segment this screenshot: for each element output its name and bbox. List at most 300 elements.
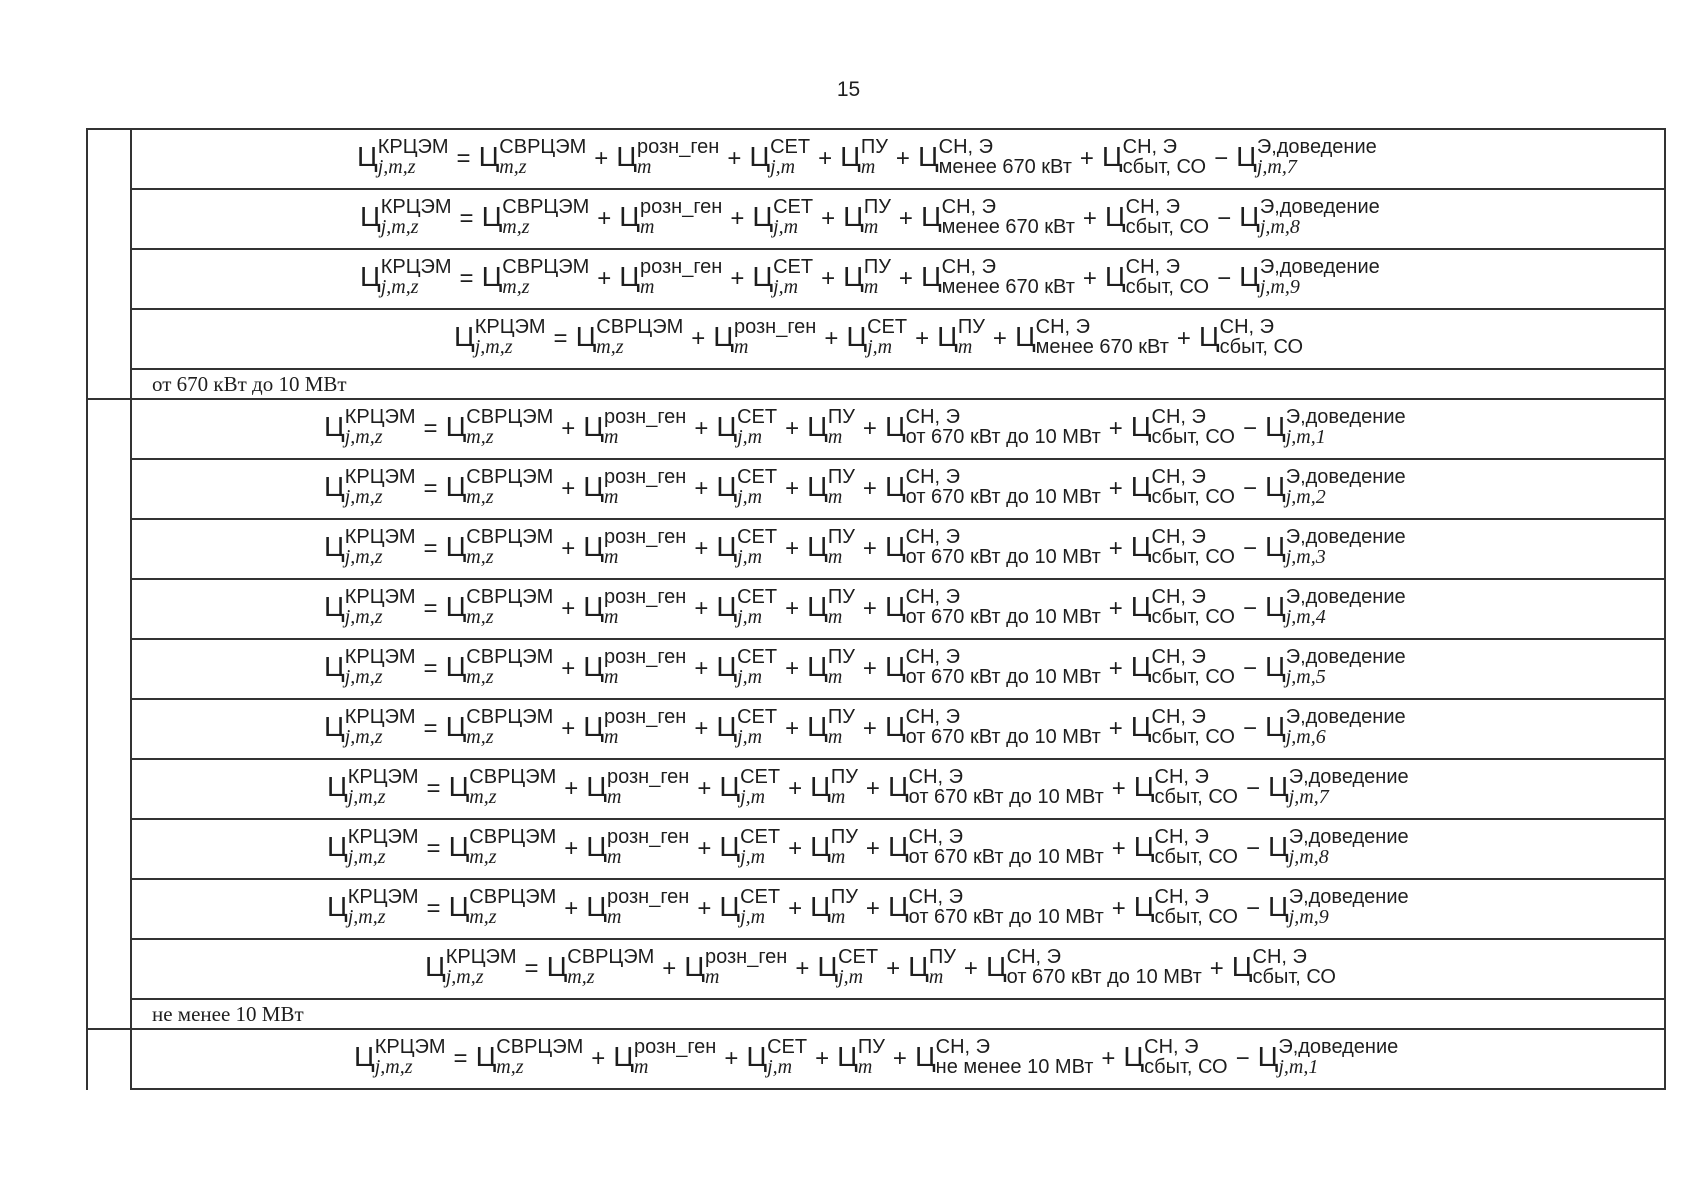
term-svrcem [445,586,554,629]
superscript: ПУ [830,766,858,788]
term-rozn-gen [583,646,687,689]
operator: + [1082,205,1097,232]
tariff-symbol: Ц [1264,410,1286,442]
superscript: Э,доведение [1288,766,1409,788]
subscript: менее 670 кВт [938,156,1072,178]
operator: + [694,715,709,742]
term-sn [884,406,1101,449]
subscript: j,m [838,966,864,988]
index-stack [466,707,553,747]
term-sbyt [1104,196,1210,239]
formula [322,526,1408,569]
superscript: ПУ [928,946,956,968]
index-stack [1289,767,1409,807]
tariff-symbol: Ц [887,830,909,862]
superscript: СВРЦЭМ [466,526,554,548]
tariff-symbol: Ц [1123,1040,1145,1072]
subscript: m,z [502,276,530,298]
index-stack [828,467,855,507]
subscript: j,m,8 [1288,846,1329,868]
formula-row [130,880,1664,940]
tariff-symbol: Ц [583,530,604,562]
subscript: сбыт, СО [1151,666,1235,688]
term-lhs [324,706,416,749]
term-set [749,136,811,179]
tariff-symbol: Ц [719,770,741,802]
index-stack [1260,257,1380,297]
term-sbyt [1198,316,1304,359]
term-set [716,646,778,689]
superscript: СН, Э [1151,586,1206,608]
superscript: СЕТ [740,826,781,848]
subscript: m [827,606,843,628]
term-pu [843,256,891,299]
term-sbyt [1130,586,1235,629]
term-lhs [324,586,416,629]
index-stack [604,647,686,687]
term-sbyt [1101,136,1207,179]
superscript: СЕТ [773,196,814,218]
term-lhs [327,766,419,809]
term-dovedenie [1267,886,1409,929]
tariff-symbol: Ц [807,590,828,622]
superscript: СН, Э [1144,1036,1199,1058]
subscript: j,m,z [474,336,513,358]
superscript: СН, Э [1154,766,1209,788]
operator: + [561,595,576,622]
operator: + [862,415,877,442]
operator: + [818,145,833,172]
index-stack [734,317,816,357]
index-stack [1286,467,1406,507]
index-stack [773,197,813,237]
tariff-symbol: Ц [1239,200,1260,232]
term-sbyt [1130,646,1235,689]
index-stack [1152,587,1235,627]
superscript: ПУ [863,256,891,278]
index-stack [939,137,1072,177]
index-stack [906,647,1101,687]
superscript: СЕТ [737,406,778,428]
operator: + [1108,475,1123,502]
superscript: розн_ген [603,646,687,668]
operator: + [862,655,877,682]
index-stack [345,527,416,567]
subscript: j,m,z [380,216,419,238]
superscript: розн_ген [606,886,690,908]
term-dovedenie [1239,196,1380,239]
tariff-symbol: Ц [616,140,637,172]
superscript: СЕТ [867,316,908,338]
superscript: КРЦЭМ [380,256,452,278]
tariff-symbol: Ц [884,470,906,502]
tariff-symbol: Ц [719,830,741,862]
index-stack [737,407,777,447]
tariff-symbol: Ц [327,890,348,922]
subscript: m,z [496,1056,524,1078]
term-sbyt [1231,946,1336,989]
subscript: сбыт, СО [1151,606,1235,628]
operator: + [886,955,901,982]
superscript: СН, Э [908,766,964,788]
tariff-symbol: Ц [324,650,345,682]
index-stack [607,827,689,867]
superscript: СН, Э [1151,646,1206,668]
page-number: 15 [836,78,861,101]
tariff-symbol: Ц [884,530,906,562]
term-svrcem [481,256,590,299]
superscript: Э,доведение [1259,196,1380,218]
operator: + [821,205,836,232]
operator: + [788,895,803,922]
index-stack [348,887,419,927]
superscript: СВРЦЭМ [469,886,557,908]
tariff-symbol: Ц [583,710,604,742]
tariff-symbol: Ц [1264,470,1286,502]
index-stack [446,947,517,987]
superscript: КРЦЭМ [344,646,416,668]
tariff-symbol: Ц [327,830,348,862]
formula [452,316,1305,359]
term-svrcem [478,136,587,179]
term-lhs [360,256,452,299]
operator: − [1242,595,1257,622]
formula [325,886,1411,929]
term-lhs [425,946,517,989]
index-stack [828,587,855,627]
index-stack [1007,947,1202,987]
tariff-symbol: Ц [807,410,828,442]
term-svrcem [445,706,554,749]
term-pu [810,766,858,809]
term-lhs [454,316,546,359]
index-stack [770,137,810,177]
formula [322,706,1408,749]
subscript: j,m [737,666,763,688]
subscript: m [957,336,973,358]
index-stack [737,467,777,507]
tariff-symbol: Ц [719,890,741,922]
formula [352,1036,1400,1079]
operator: + [815,1045,830,1072]
term-sn [887,886,1104,929]
term-pu [807,586,855,629]
tariff-symbol: Ц [357,140,378,172]
formula-row [130,1030,1664,1090]
tariff-symbol: Ц [884,650,906,682]
superscript: СН, Э [905,586,961,608]
operator: + [865,895,880,922]
term-pu [807,466,855,509]
superscript: СН, Э [941,256,997,278]
section-header-row [88,370,1664,400]
superscript: ПУ [863,196,891,218]
index-stack [466,647,553,687]
operator: + [564,835,579,862]
tariff-symbol: Ц [752,200,774,232]
index-stack [469,827,556,867]
index-stack [1253,947,1336,987]
tariff-symbol: Ц [586,830,607,862]
index-stack [607,767,689,807]
term-sn [884,586,1101,629]
tariff-symbol: Ц [716,590,738,622]
superscript: СВРЦЭМ [466,466,554,488]
tariff-symbol: Ц [716,710,738,742]
index-stack [906,467,1101,507]
subscript: j,m,z [344,666,383,688]
index-stack [348,767,419,807]
index-stack [475,317,546,357]
term-sbyt [1133,766,1238,809]
term-sn [985,946,1202,989]
tariff-symbol: Ц [920,200,942,232]
tariff-symbol: Ц [1267,830,1289,862]
term-pu [807,406,855,449]
subscript: j,m,1 [1278,1056,1319,1078]
subscript: m [830,846,846,868]
superscript: СВРЦЭМ [469,766,557,788]
tariff-symbol: Ц [752,260,774,292]
term-pu [810,886,858,929]
subscript: сбыт, СО [1151,486,1235,508]
formula-row [130,460,1664,520]
tariff-symbol: Ц [425,950,446,982]
operator: + [564,895,579,922]
subscript: от 670 кВт до 10 МВт [908,846,1104,868]
index-stack [1257,137,1377,177]
tariff-symbol: Ц [583,590,604,622]
index-stack [607,887,689,927]
subscript: менее 670 кВт [941,276,1075,298]
operator: + [1111,835,1126,862]
subscript: m,z [596,336,624,358]
operator: = [423,415,438,442]
operator: + [992,325,1007,352]
subscript: j,m [737,546,763,568]
subscript: j,m [773,276,799,298]
superscript: СН, Э [935,1036,991,1058]
formula [358,256,1382,299]
operator: + [1111,775,1126,802]
index-stack [831,827,858,867]
superscript: СЕТ [770,136,811,158]
term-pu [807,526,855,569]
tariff-symbol: Ц [619,260,640,292]
index-stack [378,137,449,177]
operator: + [730,205,745,232]
superscript: розн_ген [603,586,687,608]
tariff-symbol: Ц [360,260,381,292]
operator: + [591,1045,606,1072]
subscript: j,m,7 [1288,786,1329,808]
superscript: КРЦЭМ [347,766,419,788]
superscript: СН, Э [908,886,964,908]
subscript: j,m [737,426,763,448]
superscript: СН, Э [905,406,961,428]
superscript: розн_ген [633,1036,717,1058]
index-stack [499,137,586,177]
term-pu [937,316,985,359]
tariff-symbol: Ц [613,1040,634,1072]
operator: = [423,595,438,622]
term-rozn-gen [619,196,723,239]
operator: + [898,265,913,292]
superscript: СН, Э [908,826,964,848]
operator: + [694,415,709,442]
superscript: ПУ [860,136,888,158]
tariff-symbol: Ц [1104,260,1126,292]
tariff-symbol: Ц [884,710,906,742]
index-stack [828,407,855,447]
index-stack [909,767,1104,807]
subscript: j,m,9 [1259,276,1300,298]
operator: − [1242,715,1257,742]
term-rozn-gen [619,256,723,299]
superscript: КРЦЭМ [344,406,416,428]
index-stack [1155,887,1238,927]
term-rozn-gen [583,706,687,749]
term-lhs [327,886,419,929]
subscript: j,m,z [445,966,484,988]
term-rozn-gen [583,466,687,509]
tariff-symbol: Ц [1014,320,1036,352]
superscript: СН, Э [1151,406,1206,428]
superscript: СН, Э [1151,526,1206,548]
term-dovedenie [1264,466,1406,509]
index-stack [737,647,777,687]
superscript: КРЦЭМ [344,466,416,488]
superscript: розн_ген [603,526,687,548]
term-sn [884,646,1101,689]
subscript: m,z [469,846,497,868]
term-sbyt [1133,886,1238,929]
subscript: от 670 кВт до 10 МВт [905,726,1101,748]
term-set [846,316,908,359]
operator: = [453,1045,468,1072]
tariff-symbol: Ц [445,470,467,502]
term-dovedenie [1264,706,1406,749]
tariff-symbol: Ц [619,200,640,232]
operator: + [865,775,880,802]
subscript: m,z [466,726,494,748]
superscript: СВРЦЭМ [466,406,554,428]
index-stack [466,467,553,507]
term-svrcem [475,1036,584,1079]
tariff-symbol: Ц [586,890,607,922]
subscript: j,m [740,846,766,868]
superscript: Э,доведение [1285,406,1406,428]
term-sbyt [1130,406,1235,449]
superscript: Э,доведение [1285,526,1406,548]
operator: + [1108,595,1123,622]
tariff-symbol: Ц [1130,470,1152,502]
superscript: розн_ген [639,196,723,218]
term-svrcem [448,766,557,809]
tariff-symbol: Ц [327,770,348,802]
operator: = [423,475,438,502]
subscript: j,m,5 [1285,666,1326,688]
tariff-symbol: Ц [448,890,470,922]
superscript: СЕТ [737,526,778,548]
subscript: сбыт, СО [1125,216,1210,238]
operator: = [553,325,568,352]
superscript: ПУ [830,826,858,848]
index-stack [831,767,858,807]
subscript: j,m,z [347,846,386,868]
term-dovedenie [1239,256,1380,299]
superscript: КРЦЭМ [380,196,452,218]
tariff-symbol: Ц [1130,410,1152,442]
index-stack [345,587,416,627]
index-stack [634,1037,716,1077]
term-svrcem [448,886,557,929]
term-svrcem [575,316,684,359]
term-pu [807,646,855,689]
term-sbyt [1133,826,1238,869]
tariff-symbol: Ц [448,830,470,862]
tariff-symbol: Ц [583,650,604,682]
subscript: j,m [737,726,763,748]
subscript: m [606,846,622,868]
term-sn [887,766,1104,809]
operator: = [426,835,441,862]
tariff-symbol: Ц [810,830,831,862]
term-dovedenie [1257,1036,1399,1079]
tariff-symbol: Ц [887,770,909,802]
subscript: от 670 кВт до 10 МВт [905,606,1101,628]
subscript: j,m,4 [1285,606,1326,628]
operator: + [594,145,609,172]
subscript: j,m,6 [1285,726,1326,748]
superscript: СН, Э [941,196,997,218]
operator: = [426,775,441,802]
subscript: j,m [770,156,796,178]
term-set [752,256,814,299]
superscript: Э,доведение [1285,646,1406,668]
subscript: m [606,906,622,928]
operator: + [561,715,576,742]
term-rozn-gen [713,316,817,359]
tariff-symbol: Ц [716,650,738,682]
subscript: j,m,z [347,906,386,928]
subscript: сбыт, СО [1125,276,1210,298]
subscript: сбыт, СО [1151,546,1235,568]
tariff-symbol: Ц [810,770,831,802]
subscript: m [639,216,655,238]
tariff-symbol: Ц [324,530,345,562]
superscript: Э,доведение [1285,706,1406,728]
tariff-symbol: Ц [445,650,467,682]
tariff-symbol: Ц [475,1040,497,1072]
formula-row [130,640,1664,700]
tariff-symbol: Ц [583,410,604,442]
superscript: СВРЦЭМ [466,586,554,608]
superscript: ПУ [827,646,855,668]
term-set [716,526,778,569]
tariff-symbol: Ц [807,650,828,682]
superscript: СН, Э [905,466,961,488]
term-dovedenie [1236,136,1377,179]
subscript: m,z [502,216,530,238]
tariff-symbol: Ц [884,590,906,622]
tariff-symbol: Ц [445,530,467,562]
subscript: j,m,3 [1285,546,1326,568]
superscript: СЕТ [740,766,781,788]
subscript: j,m,z [344,426,383,448]
subscript: сбыт, СО [1154,786,1238,808]
operator: = [459,205,474,232]
